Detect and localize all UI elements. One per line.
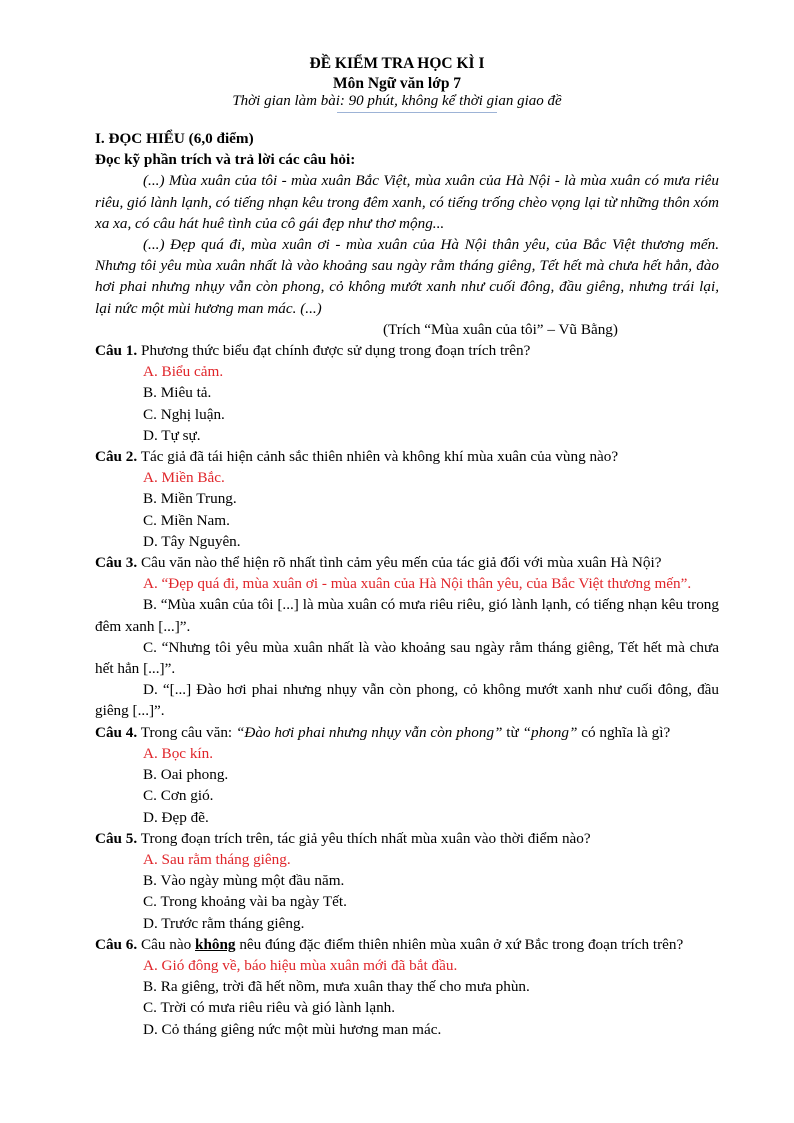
answer-option: D. Trước rằm tháng giêng. [143, 914, 305, 932]
passage-source: (Trích “Mùa xuân của tôi” – Vũ Bằng) [383, 320, 618, 338]
answer-option: D. Tự sự. [143, 426, 201, 444]
question-text: nêu đúng đặc điểm thiên nhiên mùa xuân ở xứ Bắc trong đoạn trích trên? [235, 935, 684, 953]
answer-option-correct: A. Sau rằm tháng giêng. [143, 850, 291, 868]
answer-option: B. Vào ngày mùng một đầu năm. [143, 872, 345, 890]
question-text: Trong đoạn trích trên, tác giả yêu thích nhất mùa xuân vào thời điểm nào? [140, 829, 591, 847]
question-text: từ [502, 723, 523, 741]
question-label: Câu 1. [95, 342, 138, 360]
answer-option: B. Oai phong. [143, 766, 229, 784]
answer-option: C. “Nhưng tôi yêu mùa xuân nhất là vào khoảng sau ngày rằm tháng giêng, Tết hết mà chưa hết hẳn [...]”. [95, 638, 719, 678]
answer-option: C. Trời có mưa riêu riêu và gió lành lạnh. [143, 999, 396, 1017]
question-4 [95, 722, 719, 743]
answer-option: C. Cơn gió. [143, 787, 214, 805]
answer-option: C. Nghị luận. [143, 405, 225, 423]
exam-title: ĐỀ KIỂM TRA HỌC KÌ I [309, 55, 485, 72]
question-5 [95, 828, 719, 849]
question-text: Trong câu văn: [140, 723, 236, 741]
answer-option: D. Tây Nguyên. [143, 532, 241, 550]
answer-option-correct: A. Bọc kín. [143, 744, 214, 762]
passage-paragraph-2: (...) Đẹp quá đi, mùa xuân ơi - mùa xuân của Hà Nội thân yêu, của Bắc Việt thương mến. Nhưng tôi yêu mùa xuân nhất là vào khoảng sau ngày rằm tháng giêng, Tết hết mà chưa hết hẳn, đào hơi phai nhưng nhụy vẫn còn phong, cỏ không mướt xanh như cuối đông, đầu giêng, nhưng trái lại, lại nức một mùi hương man mác. (...) [95, 236, 719, 317]
answer-option-correct: A. Gió đông về, báo hiệu mùa xuân mới đã bắt đầu. [143, 956, 458, 974]
question-text: Câu nào [141, 935, 195, 953]
question-label: Câu 2. [95, 448, 138, 466]
section-title: I. ĐỌC HIỂU (6,0 điểm) [95, 130, 254, 147]
section-instruction: Đọc kỹ phần trích và trả lời các câu hỏi: [95, 151, 356, 169]
exam-time: Thời gian làm bài: 90 phút, không kể thời gian giao đề [232, 93, 562, 109]
answer-option: B. Ra giêng, trời đã hết nồm, mưa xuân thay thế cho mưa phùn. [143, 978, 530, 996]
answer-option-correct: A. “Đẹp quá đi, mùa xuân ơi - mùa xuân của Hà Nội thân yêu, của Bắc Việt thương mến”. [143, 575, 692, 593]
question-text: Câu văn nào thể hiện rõ nhất tình cảm yêu mến của tác giả đối với mùa xuân Hà Nội? [141, 554, 662, 572]
answer-option-correct: A. Biểu cảm. [143, 363, 224, 381]
question-label: Câu 5. [95, 829, 138, 847]
question-text: có nghĩa là gì? [577, 723, 671, 741]
question-quote: “Đào hơi phai nhưng nhụy vẫn còn phong” [235, 723, 503, 741]
passage-paragraph-1: (...) Mùa xuân của tôi - mùa xuân Bắc Việt, mùa xuân của Hà Nội - là mùa xuân có mưa riêu riêu, gió lành lạnh, có tiếng nhạn kêu trong đêm xanh, có tiếng trống chèo vọng lại từ những thôn xóm xa xa, có câu hát huê tình của cô gái đẹp như thơ mộng... [95, 172, 719, 232]
question-text: Tác giả đã tái hiện cảnh sắc thiên nhiên và không khí mùa xuân của vùng nào? [140, 448, 619, 466]
answer-option: B. Miền Trung. [143, 490, 237, 508]
answer-option-correct: A. Miền Bắc. [143, 469, 225, 487]
question-6 [95, 934, 719, 955]
question-label: Câu 3. [95, 554, 138, 572]
exam-content [95, 128, 719, 1040]
question-label: Câu 4. [95, 723, 138, 741]
answer-option: C. Trong khoảng vài ba ngày Tết. [143, 893, 347, 911]
question-text: Phương thức biểu đạt chính được sử dụng trong đoạn trích trên? [141, 342, 531, 360]
header-divider [337, 112, 497, 113]
answer-option: D. Đẹp đẽ. [143, 808, 209, 826]
question-label: Câu 6. [95, 935, 138, 953]
question-word: “phong” [522, 723, 578, 741]
question-3 [95, 552, 719, 573]
question-emphasis: không [195, 935, 236, 953]
answer-option: D. “[...] Đào hơi phai nhưng nhụy vẫn còn phong, cỏ không mướt xanh như cuối đông, đầu giêng [...]”. [95, 681, 719, 720]
question-2 [95, 446, 719, 467]
answer-option: B. Miêu tả. [143, 384, 212, 402]
question-1 [95, 340, 719, 361]
exam-subject: Môn Ngữ văn lớp 7 [332, 75, 462, 92]
answer-option: C. Miền Nam. [143, 511, 230, 529]
answer-option: D. Cỏ tháng giêng nức một mùi hương man mác. [143, 1020, 442, 1038]
answer-option: B. “Mùa xuân của tôi [...] là mùa xuân có mưa riêu riêu, gió lành lạnh, có tiếng nhạn kêu trong đêm xanh [...]”. [95, 596, 719, 635]
